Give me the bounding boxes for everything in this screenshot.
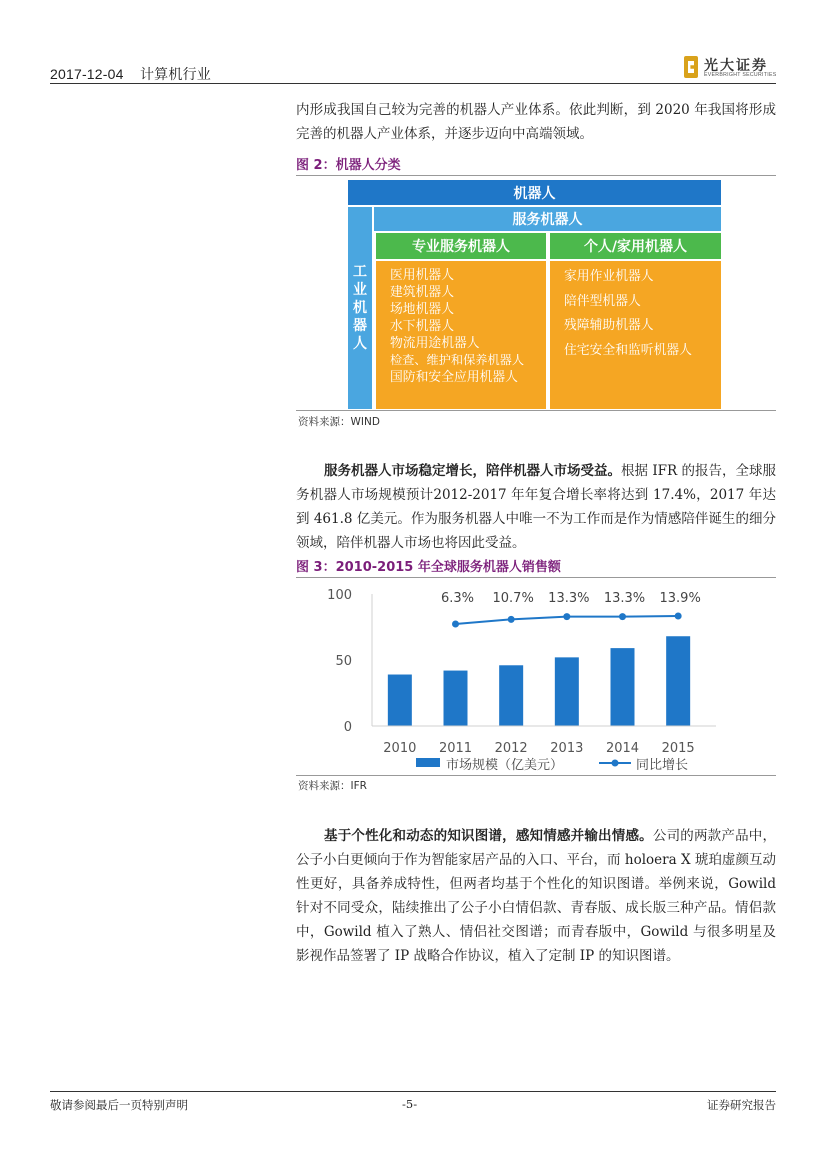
industrial-robot-box (348, 207, 372, 409)
legend-bar-label: 市场规模（亿美元） (446, 758, 564, 773)
line-point (675, 613, 682, 620)
line-point (508, 616, 515, 623)
page-number: -5- (402, 1097, 418, 1111)
x-tick-label: 2010 (383, 741, 417, 756)
fig2-bottom-rule (296, 410, 776, 411)
list-item: 家用作业机器人 (564, 269, 654, 284)
industrial-char-5: 人 (353, 336, 367, 352)
fig2-source: 资料来源：WIND (298, 416, 380, 428)
industrial-char-3: 机 (353, 300, 367, 316)
x-tick-label: 2013 (550, 741, 584, 756)
bar (611, 648, 635, 726)
robot-classification-diagram (296, 178, 776, 410)
list-item: 水下机器人 (390, 319, 454, 334)
bar (555, 657, 579, 726)
paragraph-2-lead: 服务机器人市场稳定增长，陪伴机器人市场受益。 (324, 463, 622, 479)
x-tick-label: 2012 (494, 741, 528, 756)
fig2-title: 图 2：机器人分类 (296, 158, 401, 173)
list-item: 国防和安全应用机器人 (390, 370, 518, 385)
bar (666, 636, 690, 726)
y-tick-label: 50 (335, 654, 352, 669)
line-point (452, 621, 459, 628)
line-point (563, 613, 570, 620)
x-axis (372, 726, 716, 756)
page-header (50, 56, 776, 86)
personal-service-list (550, 261, 721, 409)
line-series (441, 591, 701, 628)
paragraph-1: 内形成我国自己较为完善的机器人产业体系。依此判断，到 2020 年我国将形成完善的机器人产业体系，并逐步迈向中高端领域。 (296, 102, 776, 142)
paragraph-3-body: 公司的两款产品中，公子小白更倾向于作为智能家居产品的入口、平台，而 holoera X 琥珀虚颜互动性更好，具备养成特性，但两者均基于个性化的知识图谱。举例来说，Gowild 针对不同受众，陆续推出了公子小白情侣款、青春版、成长版三种产品。情侣款中，Gowild 植入了熟人、情侣社交图谱；而青春版中，Gowild 与很多明星及影视作品签署了 IP 战略合作协议，植入了定制 IP 的知识图谱。 (296, 828, 776, 964)
x-tick-label: 2014 (605, 741, 640, 756)
professional-service-list (376, 261, 546, 409)
legend-bar-swatch (416, 758, 440, 767)
paragraph-3 (296, 824, 776, 968)
data-label: 13.9% (659, 591, 701, 606)
bar (444, 671, 468, 726)
data-label: 6.3% (440, 591, 475, 606)
logo-en-text: EVERBRIGHT SECURITIES (704, 72, 777, 78)
y-tick-label: 100 (327, 588, 352, 603)
fig3-title: 图 3：2010-2015 年全球服务机器人销售额 (296, 560, 561, 575)
brand-logo (684, 56, 776, 80)
fig3-bottom-rule (296, 775, 776, 776)
footer-report-type: 证券研究报告 (707, 1098, 776, 1112)
list-item: 住宅安全和监听机器人 (564, 342, 692, 358)
personal-service-title: 个人/家用机器人 (550, 233, 721, 259)
data-label: 13.3% (548, 591, 590, 606)
industrial-char-2: 业 (353, 282, 367, 298)
chart-legend (416, 757, 688, 773)
footer-disclaimer: 敬请参阅最后一页特别声明 (50, 1098, 188, 1112)
y-tick-label: 0 (343, 720, 352, 735)
industrial-char-1: 工 (353, 264, 367, 280)
professional-service-title: 专业服务机器人 (376, 233, 546, 259)
bar (499, 665, 523, 726)
header-divider (50, 83, 776, 84)
list-item: 检查、维护和保养机器人 (390, 353, 525, 367)
list-item: 陪伴型机器人 (564, 293, 641, 309)
paragraph-3-lead: 基于个性化和动态的知识图谱，感知情感并输出情感。 (324, 828, 653, 844)
paragraph-2-body: 根据 IFR 的报告，全球服务机器人市场规模预计2012-2017 年年复合增长率将达到 17.4%，2017 年达到 461.8 亿美元。作为服务机器人中唯一不为工作而是作为情感陪伴诞生的细分领域，陪伴机器人市场也将因此受益。 (296, 463, 777, 551)
fig3-source: 资料来源：IFR (298, 780, 367, 792)
list-item: 建筑机器人 (390, 285, 454, 300)
fig2-top-rule (296, 175, 776, 176)
line-point (619, 613, 626, 620)
logo-icon (684, 56, 698, 78)
legend-line-label: 同比增长 (636, 758, 689, 773)
bar-series (388, 636, 690, 726)
service-robot-box: 服务机器人 (374, 207, 721, 231)
x-tick-label: 2011 (438, 741, 473, 756)
y-axis (327, 588, 372, 735)
list-item: 残障辅助机器人 (564, 318, 654, 333)
footer-divider (50, 1091, 776, 1092)
logo-cn-text: 光大证券 (704, 58, 768, 74)
industrial-char-4: 器 (353, 318, 367, 334)
list-item: 物流用途机器人 (390, 336, 480, 351)
x-tick-label: 2015 (661, 741, 695, 756)
service-robot-sales-chart (296, 578, 776, 774)
legend-line-marker (612, 760, 619, 767)
data-label: 10.7% (492, 591, 534, 606)
robot-box: 机器人 (348, 180, 721, 205)
list-item: 场地机器人 (390, 302, 454, 317)
header-date-industry: 2017-12-04 计算机行业 (50, 66, 211, 82)
data-label: 13.3% (603, 591, 646, 606)
list-item: 医用机器人 (390, 268, 454, 283)
paragraph-2 (296, 459, 776, 555)
bar (388, 675, 412, 726)
